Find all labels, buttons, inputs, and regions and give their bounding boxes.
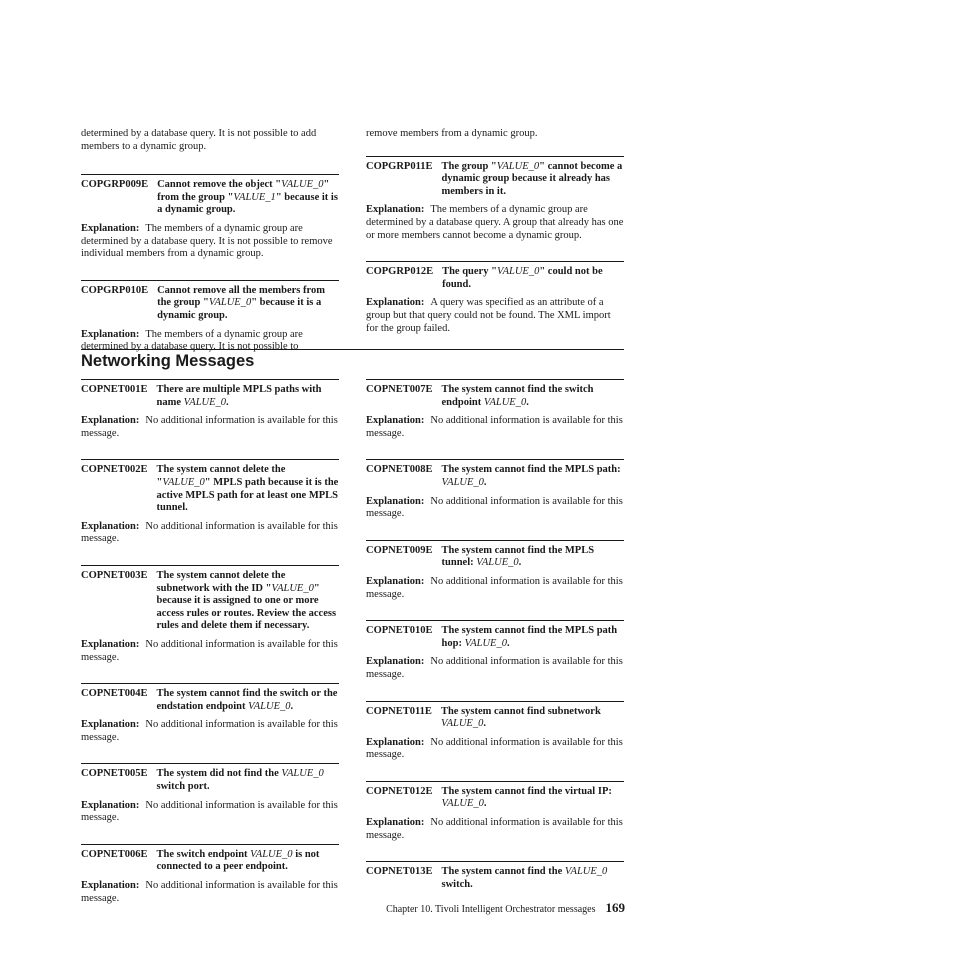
message-id: COPGRP012E [366, 266, 434, 278]
message-title-text: The system cannot find the MPLS path: [441, 464, 621, 476]
message-id: COPNET005E [81, 768, 148, 780]
message-entry [366, 861, 624, 891]
message-variable: VALUE_0 [162, 476, 205, 488]
bottom-left-column [81, 379, 339, 924]
message-title [442, 625, 624, 650]
message-title [157, 570, 339, 633]
message-title [157, 384, 339, 409]
bottom-right-column [366, 379, 624, 910]
message-header [366, 464, 624, 489]
message-explanation [81, 521, 339, 546]
message-variable: VALUE_0 [281, 768, 324, 780]
message-title-text: The system cannot find subnetwork [440, 705, 601, 717]
explanation-text: No additional information is available for this message. [81, 415, 338, 439]
page-number: 169 [605, 900, 625, 915]
explanation-text: No additional information is available for this message. [366, 656, 623, 680]
message-title [442, 786, 624, 811]
page-footer [382, 900, 625, 918]
message-title-text: The system cannot delete the " [156, 464, 286, 488]
message-id: COPNET010E [366, 625, 433, 637]
message-explanation [81, 639, 339, 664]
message-title-text: . [526, 396, 529, 408]
message-entry [366, 540, 624, 601]
message-title-text: The query " [442, 266, 497, 278]
message-entry [366, 459, 624, 520]
message-id: COPGRP010E [81, 284, 149, 296]
explanation-text: The members of a dynamic group are determined by a database query. A group that already has one or more members cannot become a dynamic group. [366, 204, 624, 241]
message-header [81, 688, 339, 713]
message-explanation [366, 496, 624, 521]
message-header [81, 570, 339, 633]
message-title-text: . [290, 700, 294, 712]
explanation-label: Explanation: [366, 817, 425, 829]
message-header [81, 384, 339, 409]
message-entry [81, 683, 339, 744]
message-id: COPNET003E [81, 569, 148, 581]
message-title [442, 464, 624, 489]
message-title-text: " because it is assigned to one or more access rules or routes. Review the access rules and delete them if necessary. [156, 582, 337, 632]
explanation-text: No additional information is available for this message. [81, 520, 338, 545]
message-title-text: The switch endpoint [156, 848, 251, 860]
message-entry [81, 174, 339, 261]
explanation-text: No additional information is available for this message. [366, 736, 623, 761]
message-header [366, 706, 624, 731]
message-title-text: The system cannot find the MPLS path hop: [441, 625, 618, 649]
message-list [366, 156, 624, 336]
message-id: COPNET013E [366, 866, 433, 878]
explanation-text: No additional information is available for this message. [81, 799, 338, 824]
message-header [81, 768, 339, 793]
message-header [81, 285, 339, 323]
message-title-text: The group " [441, 160, 497, 172]
explanation-label: Explanation: [81, 328, 140, 340]
message-title-text: " could not be found. [442, 266, 603, 290]
explanation-text: A query was specified as an attribute of a group but that query could not be found. The XML import for the group failed. [366, 297, 611, 334]
message-variable: VALUE_0 [464, 637, 507, 649]
explanation-label: Explanation: [366, 415, 425, 427]
message-variable: VALUE_0 [441, 476, 484, 488]
explanation-text: No additional information is available for this message. [81, 880, 338, 904]
message-explanation [366, 817, 624, 842]
message-header [366, 866, 624, 891]
message-variable: VALUE_0 [483, 396, 527, 408]
message-title-text: . [483, 718, 486, 730]
message-explanation [366, 656, 624, 681]
message-explanation [366, 204, 624, 242]
message-entry [81, 379, 339, 440]
message-explanation [366, 576, 624, 601]
explanation-label: Explanation: [366, 204, 425, 216]
message-title [157, 179, 339, 217]
message-explanation [81, 880, 339, 905]
message-id: COPNET002E [81, 464, 148, 476]
explanation-label: Explanation: [81, 719, 140, 731]
message-id: COPNET011E [366, 705, 432, 717]
explanation-label: Explanation: [81, 520, 140, 532]
explanation-text: No additional information is available for this message. [366, 495, 623, 520]
message-id: COPNET001E [81, 384, 148, 395]
message-list [366, 379, 624, 891]
message-title-text: " MPLS path because it is the active MPLS path for at least one MPLS tunnel. [156, 476, 339, 514]
explanation-text: The members of a dynamic group are determined by a database query. It is not possible to remove individual members from a dynamic group. [81, 222, 333, 260]
explanation-text: No additional information is available for this message. [81, 719, 338, 743]
message-explanation [366, 297, 624, 335]
message-variable: VALUE_0 [208, 297, 252, 309]
message-variable: VALUE_0 [441, 798, 484, 810]
message-entry [366, 620, 624, 681]
message-explanation [81, 800, 339, 825]
top-right-column [366, 128, 624, 354]
message-variable: VALUE_0 [248, 700, 291, 712]
message-title-text: . [483, 476, 487, 488]
message-title [442, 161, 624, 199]
message-id: COPNET006E [81, 848, 148, 860]
explanation-label: Explanation: [81, 799, 140, 811]
message-explanation [81, 223, 339, 261]
explanation-label: Explanation: [366, 297, 425, 309]
message-title-text: . [506, 637, 510, 649]
top-left-column [81, 128, 339, 373]
message-title [157, 464, 339, 514]
message-header [81, 179, 339, 217]
message-variable: VALUE_0 [281, 179, 324, 191]
section-heading: Networking Messages [81, 352, 255, 370]
message-explanation [81, 719, 339, 744]
message-header [366, 625, 624, 650]
message-entry [81, 280, 339, 354]
message-title [441, 706, 624, 731]
message-variable: VALUE_0 [250, 848, 293, 860]
message-title [157, 849, 339, 874]
explanation-label: Explanation: [81, 222, 140, 234]
message-title-text: Cannot remove the object " [157, 179, 282, 191]
message-entry [366, 261, 624, 335]
message-title-text: . [226, 396, 229, 408]
message-title-text: switch port. [156, 781, 210, 793]
explanation-text: No additional information is available for this message. [366, 415, 623, 439]
message-title-text: The system did not find the [156, 768, 282, 780]
message-header [366, 161, 624, 199]
message-title [442, 866, 624, 891]
explanation-label: Explanation: [81, 880, 140, 892]
message-id: COPGRP011E [366, 160, 433, 172]
explanation-label: Explanation: [81, 415, 140, 427]
message-variable: VALUE_0 [183, 396, 227, 408]
message-variable: VALUE_0 [564, 866, 608, 878]
message-entry [366, 379, 624, 440]
message-list [81, 379, 339, 905]
explanation-label: Explanation: [366, 495, 425, 507]
message-entry [366, 156, 624, 243]
message-header [366, 384, 624, 409]
message-entry [366, 701, 624, 762]
message-title-text: " cannot become a dynamic group because it already has members in it. [441, 160, 623, 197]
message-variable: VALUE_0 [440, 718, 484, 730]
message-title-text: The system cannot find the MPLS tunnel: [441, 544, 595, 569]
message-variable: VALUE_1 [233, 191, 276, 203]
message-entry [81, 763, 339, 824]
message-id: COPGRP009E [81, 179, 149, 191]
message-id: COPNET012E [366, 785, 433, 797]
message-title-text: The system cannot find the switch or the endstation endpoint [156, 688, 338, 712]
continuation-text: determined by a database query. It is not possible to add members to a dynamic group. [81, 128, 317, 152]
message-title [442, 266, 624, 291]
message-title [157, 768, 339, 793]
message-title-text: The system cannot find the [441, 866, 565, 878]
message-header [81, 464, 339, 514]
message-header [366, 545, 624, 570]
message-title-text: There are multiple MPLS paths with name [156, 384, 322, 408]
message-title [157, 688, 339, 713]
message-title [157, 285, 339, 323]
explanation-text: No additional information is available for this message. [366, 817, 623, 841]
explanation-label: Explanation: [81, 638, 140, 650]
message-variable: VALUE_0 [271, 582, 314, 594]
message-entry [81, 459, 339, 546]
message-variable: VALUE_0 [476, 557, 519, 569]
explanation-label: Explanation: [366, 736, 425, 748]
message-variable: VALUE_0 [496, 160, 540, 172]
message-title-text: . [518, 557, 522, 569]
message-header [366, 786, 624, 811]
message-title-text: . [483, 798, 487, 810]
message-title-text: " because it is a dynamic group. [157, 297, 322, 321]
explanation-label: Explanation: [366, 575, 425, 587]
message-header [81, 849, 339, 874]
message-id: COPNET004E [81, 688, 148, 700]
section-rule [81, 349, 624, 350]
message-id: COPNET007E [366, 384, 433, 395]
explanation-text: No additional information is available for this message. [81, 638, 338, 663]
message-title-text: " because it is a dynamic group. [157, 191, 338, 216]
message-title-text: switch. [441, 878, 473, 890]
message-title-text: " from the group " [157, 179, 330, 203]
continuation-text: remove members from a dynamic group. [366, 128, 538, 139]
message-title-text: Cannot remove all the members from the group " [157, 284, 325, 309]
message-id: COPNET008E [366, 464, 433, 476]
message-entry [81, 844, 339, 905]
explanation-text: No additional information is available for this message. [366, 575, 623, 600]
message-title-text: is not connected to a peer endpoint. [156, 848, 320, 873]
message-explanation [366, 415, 624, 440]
message-title-text: The system cannot delete the subnetwork with the ID " [156, 569, 286, 594]
message-id: COPNET009E [366, 544, 433, 556]
message-entry [366, 781, 624, 842]
message-title [442, 384, 624, 409]
message-explanation [366, 737, 624, 762]
message-header [366, 266, 624, 291]
explanation-label: Explanation: [366, 656, 425, 668]
message-list [81, 174, 339, 354]
message-title [442, 545, 624, 570]
message-explanation [81, 415, 339, 440]
message-title-text: The system cannot find the virtual IP: [441, 785, 612, 797]
message-entry [81, 565, 339, 664]
footer-chapter-title: Chapter 10. Tivoli Intelligent Orchestrator messages [386, 904, 596, 915]
message-title-text: The system cannot find the switch endpoint [441, 384, 594, 408]
message-variable: VALUE_0 [496, 266, 540, 278]
explanation-text: The members of a dynamic group are determined by a database query. It is not possible to [81, 328, 303, 353]
